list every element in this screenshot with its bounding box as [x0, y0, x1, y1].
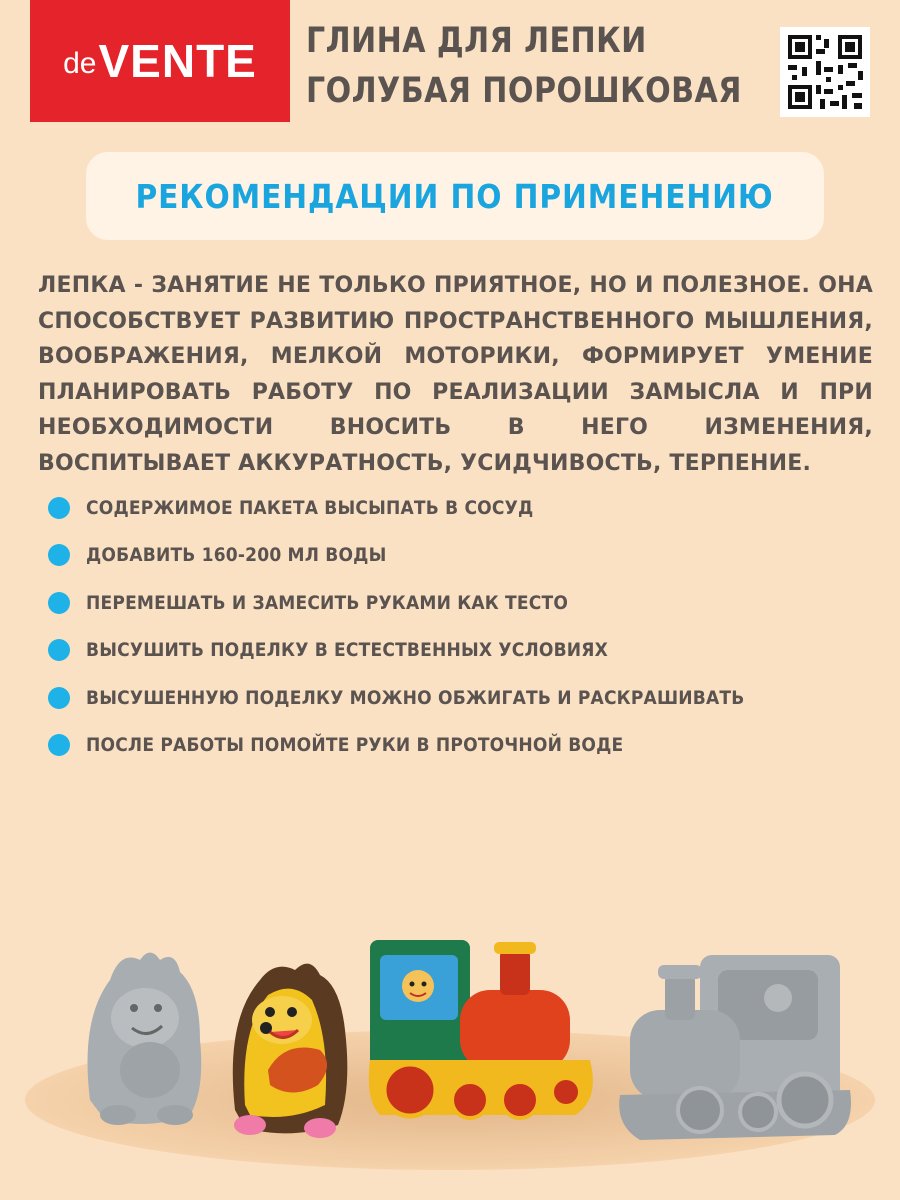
bullet-dot-icon	[48, 592, 70, 614]
qr-code-icon	[780, 27, 870, 117]
bullet-dot-icon	[48, 734, 70, 756]
list-item	[48, 484, 848, 532]
bullet-dot-icon	[48, 544, 70, 566]
recommendations-banner	[86, 152, 824, 240]
figurines-photo	[0, 900, 900, 1180]
gray-train-figurine	[619, 955, 851, 1140]
step-text: ПЕРЕМЕШАТЬ И ЗАМЕСИТЬ РУКАМИ КАК ТЕСТО	[86, 591, 569, 614]
step-text: ВЫСУШИТЬ ПОДЕЛКУ В ЕСТЕСТВЕННЫХ УСЛОВИЯХ	[86, 639, 608, 662]
painted-train-figurine	[369, 940, 593, 1118]
gray-hedgehog-figurine	[88, 953, 202, 1126]
step-text: ДОБАВИТЬ 160-200 МЛ ВОДЫ	[86, 544, 387, 567]
product-title	[306, 16, 742, 116]
step-text: ВЫСУШЕННУЮ ПОДЕЛКУ МОЖНО ОБЖИГАТЬ И РАСКРАШИВАТЬ	[86, 686, 745, 709]
brand-logo	[30, 0, 290, 122]
list-item	[48, 627, 848, 675]
brand-prefix: de	[63, 47, 97, 80]
list-item	[48, 532, 848, 580]
step-text: ПОСЛЕ РАБОТЫ ПОМОЙТЕ РУКИ В ПРОТОЧНОЙ ВОДЕ	[86, 734, 624, 757]
brand-name: VENTE	[98, 35, 257, 87]
list-item	[48, 674, 848, 722]
recommendations-heading: РЕКОМЕНДАЦИИ ПО ПРИМЕНЕНИЮ	[135, 176, 775, 216]
intro-paragraph: ЛЕПКА - ЗАНЯТИЕ НЕ ТОЛЬКО ПРИЯТНОЕ, НО И ПОЛЕЗНОЕ. ОНА СПОСОБСТВУЕТ РАЗВИТИЮ ПРОСТРАНСТВЕННОГО МЫШЛЕНИЯ, ВООБРАЖЕНИЯ, МЕЛКОЙ МОТОРИКИ, ФОРМИРУЕТ УМЕНИЕ ПЛАНИРОВАТЬ РАБОТУ ПО РЕАЛИЗАЦИИ ЗАМЫСЛА И ПРИ НЕОБХОДИМОСТИ ВНОСИТЬ В НЕГО ИЗМЕНЕНИЯ, ВОСПИТЫВАЕТ АККУРАТНОСТЬ, УСИДЧИВОСТЬ, ТЕРПЕНИЕ.	[38, 273, 873, 476]
product-title-line1: ГЛИНА ДЛЯ ЛЕПКИ	[306, 21, 647, 61]
step-text: СОДЕРЖИМОЕ ПАКЕТА ВЫСЫПАТЬ В СОСУД	[86, 496, 534, 519]
bullet-dot-icon	[48, 497, 70, 519]
list-item	[48, 722, 848, 770]
bullet-dot-icon	[48, 687, 70, 709]
product-title-line2: ГОЛУБАЯ ПОРОШКОВАЯ	[306, 71, 742, 111]
painted-hedgehog-figurine	[233, 964, 348, 1138]
list-item	[48, 579, 848, 627]
bullet-dot-icon	[48, 639, 70, 661]
steps-list	[48, 484, 848, 769]
